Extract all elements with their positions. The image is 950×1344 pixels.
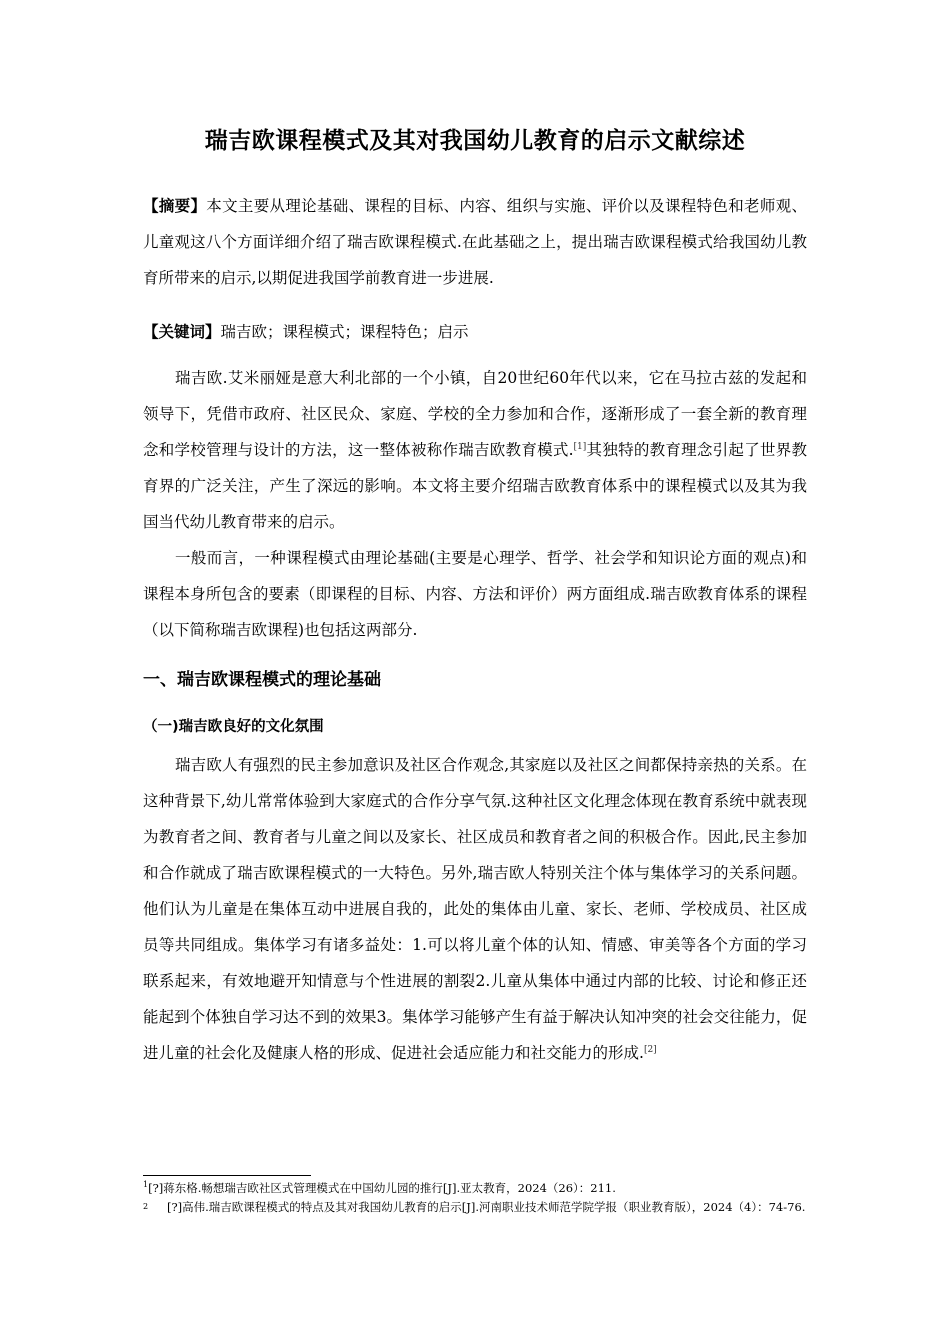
- footnote-1-number: 1: [143, 1180, 149, 1190]
- document-title: 瑞吉欧课程模式及其对我国幼儿教育的启示文献综述: [204, 128, 746, 154]
- footnote-2: [143, 1199, 807, 1215]
- keywords-label: 【关键词】: [143, 323, 221, 341]
- subsection-1-body: [143, 747, 807, 1071]
- abstract-label: 【摘要】: [143, 197, 207, 215]
- subsection-1-text: 瑞吉欧人有强烈的民主参加意识及社区合作观念,其家庭以及社区之间都保持亲热的关系。在这种背景下,幼儿常常体验到大家庭式的合作分享气氛.这种社区文化理念体现在教育系统中就表现为教育者之间、教育者与儿童之间以及家长、社区成员和教育者之间的积极合作。因此,民主参加和合作就成了瑞吉欧课程模式的一大特色。另外,瑞吉欧人特别关注个体与集体学习的关系问题。他们认为儿童是在集体互动中进展自我的，此处的集体由儿童、家长、老师、学校成员、社区成员等共同组成。集体学习有诸多益处：1.可以将儿童个体的认知、情感、审美等各个方面的学习联系起来，有效地避开知情意与个性进展的割裂2.儿童从集体中通过内部的比较、讨论和修正还能起到个体独自学习达不到的效果3。集体学习能够产生有益于解决认知冲突的社会交往能力，促进儿童的社会化及健康人格的形成、促进社会适应能力和社交能力的形成.: [143, 756, 807, 1062]
- footnotes: [143, 1180, 807, 1218]
- footnote-1: [143, 1180, 807, 1196]
- abstract-paragraph: [143, 188, 807, 296]
- citation-ref-1[interactable]: [1]: [573, 441, 587, 452]
- footnote-1-text: [?]蒋东格.畅想瑞吉欧社区式管理模式在中国幼儿园的推行[J].亚太教育，2024（26）：211.: [148, 1181, 616, 1195]
- intro-p1-text-b: 其独特的教育理念引起了世界教育界的广泛关注，产生了深远的影响。本文将主要介绍瑞吉欧教育体系中的课程模式以及其为我国当代幼儿教育带来的启示。: [143, 441, 807, 531]
- intro-p1-text-a: 瑞吉欧.艾米丽娅是意大利北部的一个小镇，自20世纪60年代以来，它在马拉古兹的发起和领导下，凭借市政府、社区民众、家庭、学校的全力参加和合作，逐渐形成了一套全新的教育理念和学校管理与设计的方法，这一整体被称作瑞吉欧教育模式.: [143, 369, 807, 459]
- section-1-heading: 一、瑞吉欧课程模式的理论基础: [143, 670, 381, 690]
- keywords-paragraph: [143, 314, 807, 350]
- intro-paragraph-1: [143, 360, 807, 540]
- footnote-2-text: [?]高伟.瑞吉欧课程模式的特点及其对我国幼儿教育的启示[J].河南职业技术师范学院学报（职业教育版），2024（4）：74-76.: [167, 1200, 806, 1214]
- footnote-2-number: 2: [143, 1202, 149, 1211]
- keywords-text: 瑞吉欧；课程模式；课程特色；启示: [220, 323, 469, 341]
- citation-ref-2[interactable]: [2]: [643, 1044, 657, 1055]
- footnote-divider: [143, 1175, 311, 1176]
- subsection-1-heading: （一)瑞吉欧良好的文化氛围: [143, 719, 324, 735]
- intro-paragraph-2: [143, 540, 807, 648]
- intro-p2-text: 一般而言，一种课程模式由理论基础(主要是心理学、哲学、社会学和知识论方面的观点)和课程本身所包含的要素（即课程的目标、内容、方法和评价）两方面组成.瑞吉欧教育体系的课程（以下简称瑞吉欧课程)也包括这两部分.: [143, 549, 807, 639]
- abstract-text: 本文主要从理论基础、课程的目标、内容、组织与实施、评价以及课程特色和老师观、儿童观这八个方面详细介绍了瑞吉欧课程模式.在此基础之上，提出瑞吉欧课程模式给我国幼儿教育所带来的启示,以期促进我国学前教育进一步进展.: [143, 197, 807, 287]
